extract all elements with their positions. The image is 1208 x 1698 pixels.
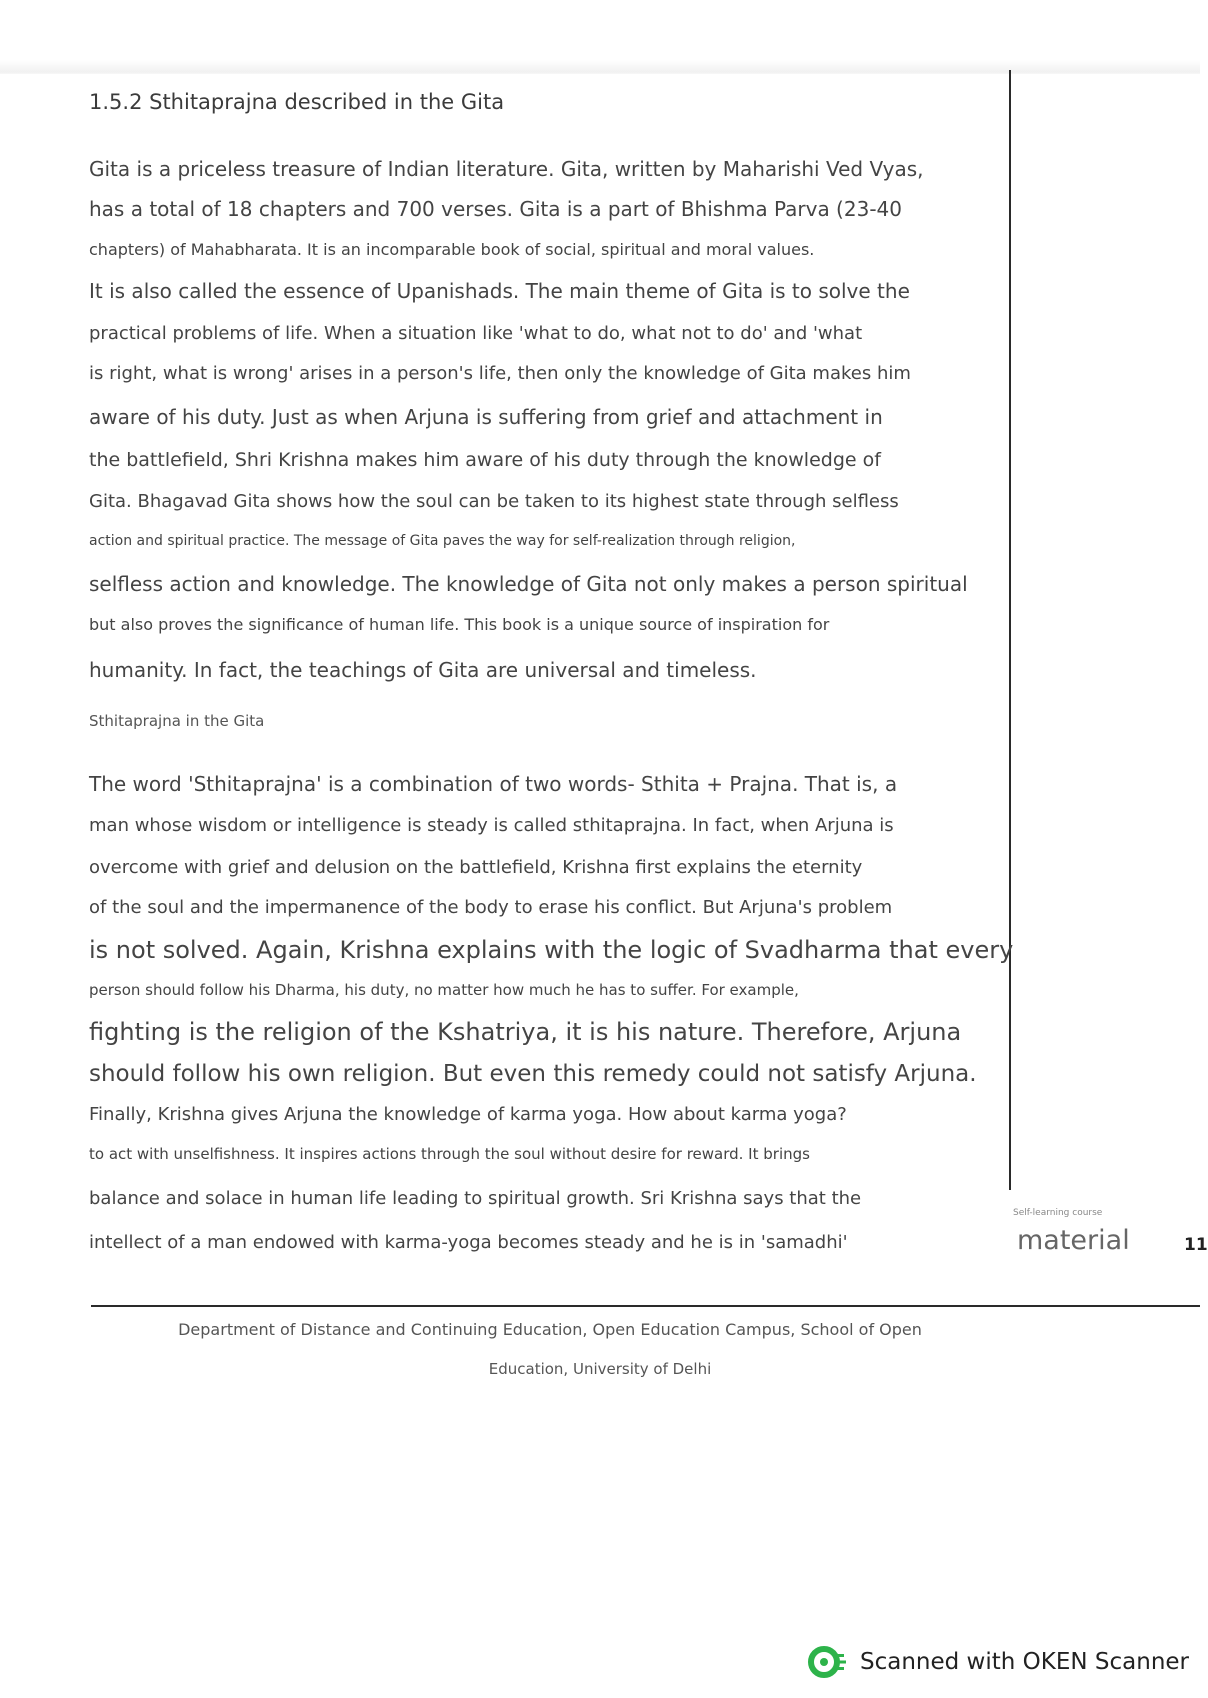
paragraph-2-line: The word 'Sthitaprajna' is a combination of two words- Sthita + Prajna. That is, a: [89, 772, 898, 796]
oken-scanner-icon: [808, 1645, 846, 1679]
page-number: 11: [1184, 1235, 1208, 1255]
paragraph-2-line: should follow his own religion. But even this remedy could not satisfy Arjuna.: [89, 1061, 977, 1087]
paragraph-2-line: is not solved. Again, Krishna explains with the logic of Svadharma that every: [89, 936, 1014, 964]
paragraph-2-line: fighting is the religion of the Kshatriya, it is his nature. Therefore, Arjuna: [89, 1018, 962, 1046]
margin-material: material: [1017, 1225, 1130, 1256]
paragraph-1-line: practical problems of life. When a situation like 'what to do, what not to do' and 'what: [89, 323, 863, 344]
paragraph-1-line: Gita is a priceless treasure of Indian literature. Gita, written by Maharishi Ved Vyas,: [89, 157, 924, 181]
section-heading: 1.5.2 Sthitaprajna described in the Gita: [89, 90, 505, 114]
margin-label: Self-learning course: [1013, 1208, 1103, 1218]
paragraph-2-line: Finally, Krishna gives Arjuna the knowledge of karma yoga. How about karma yoga?: [89, 1104, 847, 1125]
scanner-text: Scanned with OKEN Scanner: [860, 1649, 1189, 1675]
scanner-badge: [808, 1644, 1189, 1680]
paragraph-2-line: to act with unselfishness. It inspires actions through the soul without desire for reward. It brings: [89, 1145, 810, 1163]
subheading: Sthitaprajna in the Gita: [89, 712, 265, 730]
paragraph-2-line: person should follow his Dharma, his duty, no matter how much he has to suffer. For example,: [89, 981, 799, 999]
footer-line-2: Education, University of Delhi: [488, 1360, 712, 1378]
paragraph-1-line: is right, what is wrong' arises in a person's life, then only the knowledge of Gita makes him: [89, 363, 911, 384]
paragraph-1-line: aware of his duty. Just as when Arjuna is suffering from grief and attachment in: [89, 405, 883, 429]
paragraph-2-line: of the soul and the impermanence of the body to erase his conflict. But Arjuna's problem: [89, 897, 893, 918]
paragraph-1-line: has a total of 18 chapters and 700 verses. Gita is a part of Bhishma Parva (23-40: [89, 197, 902, 221]
paragraph-1-line: selfless action and knowledge. The knowledge of Gita not only makes a person spiritual: [89, 572, 968, 596]
footer-rule: [91, 1305, 1200, 1307]
paragraph-1-line: Gita. Bhagavad Gita shows how the soul can be taken to its highest state through selfless: [89, 491, 899, 512]
paragraph-1-line: action and spiritual practice. The message of Gita paves the way for self-realization through religion,: [89, 533, 796, 549]
paragraph-1-line: humanity. In fact, the teachings of Gita are universal and timeless.: [89, 658, 757, 682]
paragraph-2-line: man whose wisdom or intelligence is steady is called sthitaprajna. In fact, when Arjuna is: [89, 815, 894, 836]
page-top-edge: [0, 0, 1200, 74]
paragraph-2-line: overcome with grief and delusion on the battlefield, Krishna first explains the eternity: [89, 857, 863, 878]
paragraph-1-line: It is also called the essence of Upanishads. The main theme of Gita is to solve the: [89, 279, 910, 303]
paragraph-1-line: chapters) of Mahabharata. It is an incomparable book of social, spiritual and moral values.: [89, 240, 815, 259]
paragraph-1-line: the battlefield, Shri Krishna makes him aware of his duty through the knowledge of: [89, 449, 881, 471]
footer-line-1: Department of Distance and Continuing Education, Open Education Campus, School of Open: [178, 1320, 922, 1339]
paragraph-2-line: balance and solace in human life leading to spiritual growth. Sri Krishna says that the: [89, 1188, 862, 1209]
paragraph-1-line: but also proves the significance of human life. This book is a unique source of inspiration for: [89, 615, 830, 634]
margin-divider: [1009, 70, 1011, 1190]
paragraph-2-line: intellect of a man endowed with karma-yoga becomes steady and he is in 'samadhi': [89, 1232, 848, 1253]
